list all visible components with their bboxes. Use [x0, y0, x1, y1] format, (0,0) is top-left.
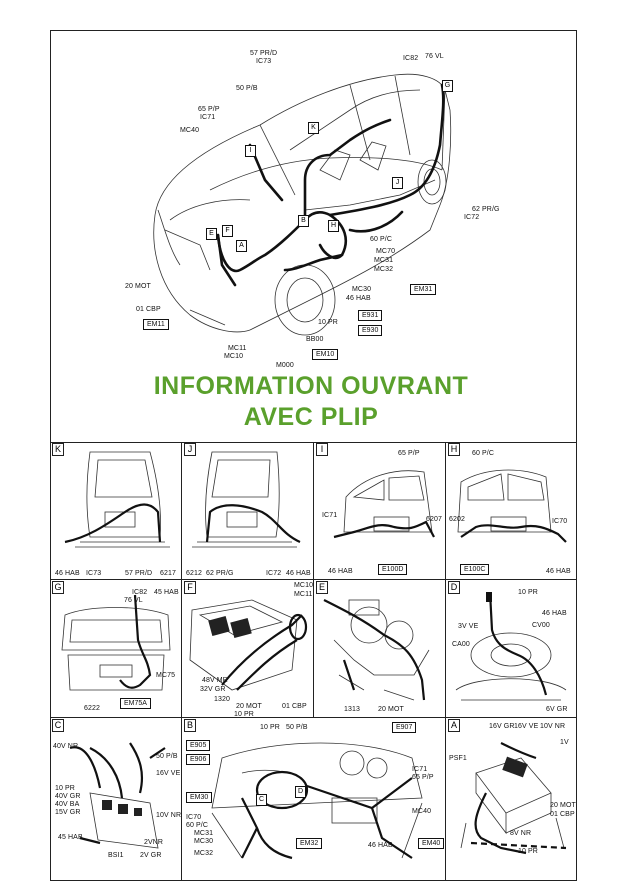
box-em31: EM31	[410, 284, 436, 295]
panel-c-label-5: 40V BA	[55, 801, 80, 808]
panel-c-label-6: 15V GR	[55, 809, 81, 816]
label-mc40: MC40	[180, 127, 200, 134]
panel-a-label-7: 8V NR	[510, 830, 532, 837]
panel-f	[182, 580, 314, 718]
panel-c-tag: C	[52, 719, 64, 732]
panel-e-label-1: 20 MOT	[378, 706, 404, 713]
panel-a-label-2: 10V NR	[540, 723, 566, 730]
panel-h-label-2: IC70	[552, 518, 568, 525]
panel-c	[50, 718, 182, 881]
marker-a: A	[236, 240, 247, 252]
label-ic73: IC73	[256, 58, 272, 65]
panel-j-tag: J	[184, 443, 196, 456]
marker-j: J	[392, 177, 403, 189]
panel-b-label-10: 46 HAB	[368, 842, 393, 849]
panel-c-label-4: 40V GR	[55, 793, 81, 800]
label-mc70: MC70	[376, 248, 396, 255]
panel-i	[314, 442, 446, 580]
panel-f-tag: F	[184, 581, 196, 594]
panel-b-tag: B	[184, 719, 196, 732]
panel-b-box-4: EM32	[296, 838, 322, 849]
panel-k-label-0: 46 HAB	[55, 570, 80, 577]
panel-i-label-2: 6207	[426, 516, 442, 523]
panel-b-label-0: 10 PR	[260, 724, 280, 731]
panel-i-tag: I	[316, 443, 328, 456]
label-mc11: MC11	[228, 345, 247, 352]
panel-c-label-11: 2V GR	[140, 852, 162, 859]
panel-f-label-2: 48V MR	[202, 677, 228, 684]
panel-d-tag: D	[448, 581, 460, 594]
panel-b-box-3: EM30	[186, 792, 212, 803]
panel-c-label-3: 10 PR	[55, 785, 75, 792]
panel-h-box: E100C	[460, 564, 489, 575]
panel-b-box-2: E907	[392, 722, 416, 733]
panel-i-box: E100D	[378, 564, 407, 575]
car-outline-drawing	[50, 30, 577, 370]
panel-d-label-0: 10 PR	[518, 589, 538, 596]
panel-j-label-3: 46 HAB	[286, 570, 311, 577]
panel-k-label-2: 57 PR/D	[125, 570, 153, 577]
label-m000: M000	[276, 362, 294, 369]
panel-d-label-4: CA00	[452, 641, 470, 648]
panel-a-label-0: 16V GR	[489, 723, 515, 730]
panel-c-label-8: 2VNR	[144, 839, 164, 846]
panel-a-label-5: 20 MOT	[550, 802, 576, 809]
panel-b-label-8: MC30	[194, 838, 214, 845]
label-62prg: 62 PR/G	[472, 206, 500, 213]
panel-e	[314, 580, 446, 718]
panel-c-label-9: 45 HAB	[58, 834, 83, 841]
panel-b-label-5: IC70	[186, 814, 202, 821]
panel-g-label-3: MC75	[156, 672, 176, 679]
panel-g-label-2: 76 VL	[124, 597, 143, 604]
panel-i-label-0: 65 P/P	[398, 450, 420, 457]
label-01cbp: 01 CBP	[136, 306, 161, 313]
panel-j-label-1: 62 PR/G	[206, 570, 234, 577]
panel-a-label-3: 1V	[560, 739, 569, 746]
panel-g-label-4: 6222	[84, 705, 100, 712]
panel-b-label-1: 50 P/B	[286, 724, 308, 731]
panel-h-label-1: 6202	[449, 516, 465, 523]
panel-i-label-1: IC71	[322, 512, 338, 519]
panel-j	[182, 442, 314, 580]
label-20mot: 20 MOT	[125, 283, 151, 290]
panel-k-label-1: IC73	[86, 570, 102, 577]
panel-f-label-0: MC10	[294, 582, 314, 589]
panel-h	[446, 442, 577, 580]
panel-g	[50, 580, 182, 718]
panel-d-label-1: 46 HAB	[542, 610, 567, 617]
panel-a-label-6: 01 CBP	[550, 811, 575, 818]
panel-a-label-4: PSF1	[449, 755, 467, 762]
panel-g-tag: G	[52, 581, 64, 594]
label-ic82: IC82	[403, 55, 419, 62]
marker-k: K	[308, 122, 319, 134]
label-mc30: MC30	[352, 286, 372, 293]
panel-c-label-7: 10V NR	[156, 812, 182, 819]
panel-b-label-6: 60 P/C	[186, 822, 208, 829]
panel-f-label-3: 32V GR	[200, 686, 226, 693]
panel-f-label-7: 01 CBP	[282, 703, 307, 710]
label-65pp: 65 P/P	[198, 106, 220, 113]
box-e931: E931	[358, 310, 382, 321]
box-em11: EM11	[143, 319, 169, 330]
label-mc32: MC32	[374, 266, 394, 273]
box-em10: EM10	[312, 349, 338, 360]
panel-b-box-1: E906	[186, 754, 210, 765]
label-mc31: MC31	[374, 257, 394, 264]
panel-g-label-1: 45 HAB	[154, 589, 179, 596]
panel-c-label-10: BSI1	[108, 852, 124, 859]
label-50pb: 50 P/B	[236, 85, 258, 92]
label-60pc: 60 P/C	[370, 236, 392, 243]
panel-k-label-3: 6217	[160, 570, 176, 577]
panel-i-label-3: 46 HAB	[328, 568, 353, 575]
panel-f-label-1: MC11	[294, 591, 313, 598]
panel-d	[446, 580, 577, 718]
label-46hab: 46 HAB	[346, 295, 371, 302]
marker-g: G	[442, 80, 453, 92]
panel-b-label-7: MC31	[194, 830, 214, 837]
panel-h-tag: H	[448, 443, 460, 456]
panel-e-label-0: 1313	[344, 706, 360, 713]
title-line-2: AVEC PLIP	[243, 403, 379, 431]
label-ic71: IC71	[200, 114, 216, 121]
panel-k-tag: K	[52, 443, 64, 456]
marker-i: I	[245, 145, 256, 157]
panel-f-label-4: 1320	[214, 696, 230, 703]
panel-d-label-3: CV00	[532, 622, 550, 629]
panel-a	[446, 718, 577, 881]
main-car-diagram	[50, 30, 577, 370]
panel-h-label-3: 46 HAB	[546, 568, 571, 575]
panel-j-label-2: IC72	[266, 570, 282, 577]
panel-h-label-0: 60 P/C	[472, 450, 494, 457]
panel-g-box: EM75A	[120, 698, 151, 709]
panel-a-tag: A	[448, 719, 460, 732]
label-mc10: MC10	[224, 353, 244, 360]
marker-h: H	[328, 220, 339, 232]
marker-b: B	[298, 215, 309, 227]
panel-k	[50, 442, 182, 580]
panel-b-label-9: MC32	[194, 850, 214, 857]
panel-b	[182, 718, 446, 881]
panel-c-label-0: 40V NR	[53, 743, 79, 750]
panel-c-label-1: 50 P/B	[156, 753, 178, 760]
panel-e-tag: E	[316, 581, 328, 594]
panel-d-label-2: 3V VE	[458, 623, 479, 630]
label-10pr: 10 PR	[318, 319, 338, 326]
panel-b-box-0: E905	[186, 740, 210, 751]
panel-j-label-0: 6212	[186, 570, 202, 577]
panel-b-marker-c: C	[256, 794, 267, 806]
panel-b-marker-d: D	[295, 786, 306, 798]
panel-a-label-8: 10 PR	[518, 848, 538, 855]
marker-f: F	[222, 225, 233, 237]
panel-b-box-5: EM40	[418, 838, 444, 849]
panel-b-label-4: MC40	[412, 808, 432, 815]
panel-f-label-6: 10 PR	[234, 711, 254, 718]
panel-b-label-2: IC71	[412, 766, 428, 773]
panel-b-label-3: 65 P/P	[412, 774, 434, 781]
marker-e: E	[206, 228, 217, 240]
label-57prd: 57 PR/D	[250, 50, 278, 57]
label-bb00: BB00	[306, 336, 324, 343]
panel-f-label-5: 20 MOT	[236, 703, 262, 710]
title-line-1: INFORMATION OUVRANT	[153, 372, 469, 400]
box-e930: E930	[358, 325, 382, 336]
label-ic72: IC72	[464, 214, 480, 221]
panel-c-label-2: 16V VE	[156, 770, 181, 777]
panel-d-label-5: 6V GR	[546, 706, 568, 713]
panel-a-label-1: 16V VE	[514, 723, 539, 730]
label-76vl: 76 VL	[425, 53, 444, 60]
panel-g-label-0: IC82	[132, 589, 148, 596]
